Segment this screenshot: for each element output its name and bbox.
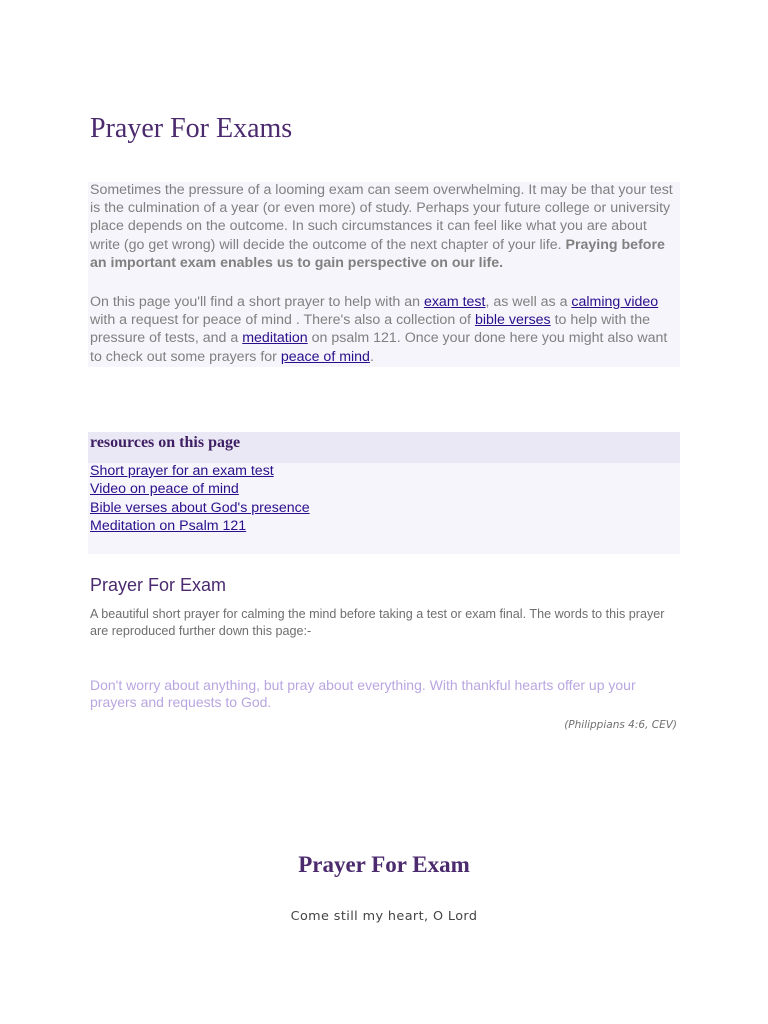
bible-verses-link[interactable]: bible verses xyxy=(474,312,551,329)
peace-of-mind-link[interactable]: peace of mind xyxy=(280,348,370,365)
resources-list xyxy=(90,462,310,535)
page-title: Prayer For Exams xyxy=(90,113,293,144)
intro-emphasis: Praying before an important exam enables us to gain perspective on our life. xyxy=(90,236,665,271)
calming-video-link[interactable]: calming video xyxy=(571,294,659,310)
section-title: Prayer For Exam xyxy=(90,575,227,595)
verse-reference: (Philippians 4:6, CEV) xyxy=(564,719,677,731)
list-item xyxy=(90,499,310,517)
resource-link-video[interactable]: Video on peace of mind xyxy=(90,481,239,498)
resource-link-meditation[interactable]: Meditation on Psalm 121 xyxy=(90,517,247,534)
list-item xyxy=(90,517,310,535)
resource-link-short-prayer[interactable]: Short prayer for an exam test xyxy=(90,463,274,479)
intro-paragraph-1 xyxy=(90,181,680,272)
section-description: A beautiful short prayer for calming the mind before taking a test or exam final. The words to this prayer are reproduced further down this page:- xyxy=(90,607,665,638)
list-item xyxy=(90,480,310,498)
intro-text-segment: . xyxy=(369,348,374,365)
list-item xyxy=(90,462,310,480)
intro-text: Sometimes the pressure of a looming exam can seem overwhelming. It may be that your test is the culmination of a year (or even more) of study. Perhaps your future college or university place depends on the outcome. In such circumstances it can feel like what you are about write (go get wrong) will decide the outcome of the next chapter of your life. xyxy=(90,182,673,253)
intro-text-segment: to help with the pressure of tests, and a xyxy=(90,312,651,347)
intro-text-segment: on psalm 121. Once your done here you might also want to check out some prayers for xyxy=(90,330,668,365)
resources-title: resources on this page xyxy=(90,434,241,451)
prayer-line: Come still my heart, O Lord xyxy=(290,909,478,924)
resource-link-bible-verses[interactable]: Bible verses about God's presence xyxy=(90,499,310,516)
bible-verse: Don't worry about anything, but pray about everything. With thankful hearts offer up your prayers and requests to God. xyxy=(90,677,636,710)
exam-test-link[interactable]: exam test xyxy=(423,294,486,310)
intro-text-segment: with a request for peace of mind . There's also a collection of xyxy=(90,312,475,329)
meditation-link[interactable]: meditation xyxy=(242,330,308,347)
intro-paragraph-2 xyxy=(90,293,680,366)
intro-text-segment: , as well as a xyxy=(485,294,572,310)
prayer-title: Prayer For Exam xyxy=(298,852,470,877)
intro-text-segment: On this page you'll find a short prayer to help with an xyxy=(90,294,424,310)
